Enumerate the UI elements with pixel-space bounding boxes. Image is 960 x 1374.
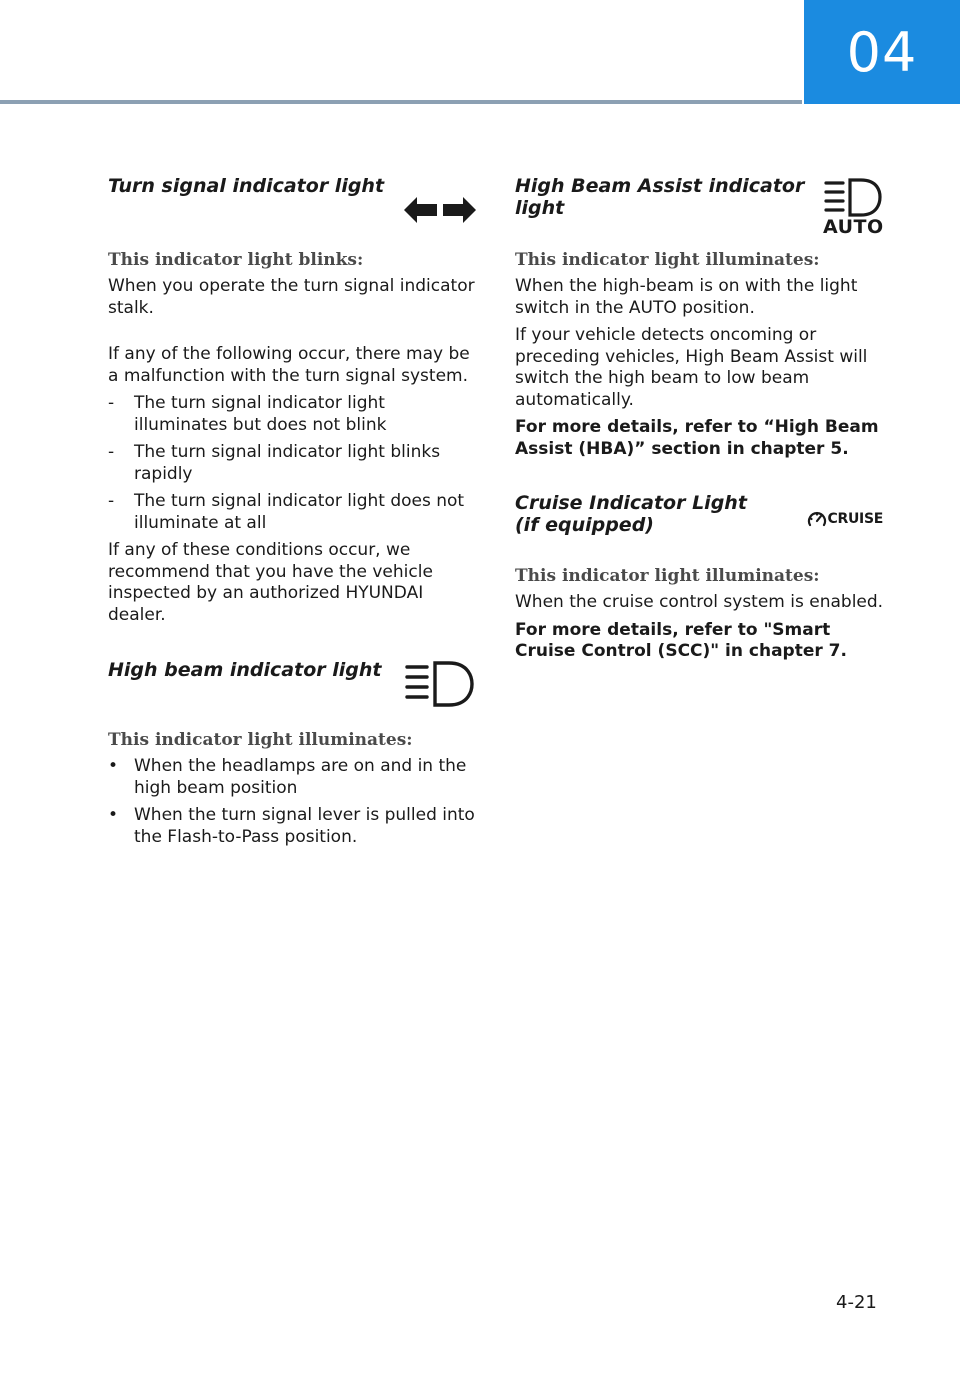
high-beam-title: High beam indicator light bbox=[108, 659, 382, 681]
cruise-section bbox=[515, 490, 885, 663]
cruise-icon-group bbox=[807, 510, 883, 528]
cruise-title: Cruise Indicator Light (if equipped) bbox=[515, 492, 747, 536]
right-column bbox=[515, 172, 885, 669]
hba-p1: When the high-beam is on with the light switch in the AUTO position. bbox=[515, 276, 858, 318]
list-item: - The turn signal indicator light blinks rapidly bbox=[108, 442, 441, 484]
turn-signal-title: Turn signal indicator light bbox=[108, 175, 385, 197]
auto-label: AUTO bbox=[823, 216, 884, 238]
high-beam-lead: This indicator light illuminates: bbox=[108, 730, 413, 750]
hba-p2: If your vehicle detects oncoming or preceding vehicles, High Beam Assist will switch the high beam to low beam automatically. bbox=[515, 325, 868, 410]
dash-marker: - bbox=[108, 393, 115, 413]
list-item: - The turn signal indicator light illuminates but does not blink bbox=[108, 393, 387, 435]
high-beam-section bbox=[108, 656, 478, 848]
cruise-heading bbox=[515, 490, 885, 552]
cruise-lead: This indicator light illuminates: bbox=[515, 566, 820, 586]
cruise-p1: When the cruise control system is enabled. bbox=[515, 592, 884, 612]
list-item: - The turn signal indicator light does not illuminate at all bbox=[108, 491, 465, 533]
hba-heading bbox=[515, 172, 885, 244]
turn-signal-p1: When you operate the turn signal indicator stalk. bbox=[108, 276, 475, 318]
bullet-marker: • bbox=[108, 805, 119, 825]
chapter-tab bbox=[804, 0, 960, 104]
list-item: • When the headlamps are on and in the high beam position bbox=[108, 756, 467, 798]
high-beam-icon bbox=[405, 660, 475, 708]
cruise-label: CRUISE bbox=[827, 511, 883, 527]
hba-lead: This indicator light illuminates: bbox=[515, 250, 820, 270]
high-beam-list bbox=[108, 756, 478, 848]
dash-marker: - bbox=[108, 491, 115, 511]
turn-signal-list bbox=[108, 393, 478, 534]
high-beam-heading bbox=[108, 656, 478, 716]
turn-signal-heading bbox=[108, 172, 478, 232]
header-rule bbox=[0, 100, 802, 104]
hba-icon-group bbox=[823, 178, 883, 236]
turn-signal-p3: If any of these conditions occur, we recommend that you have the vehicle inspected by an authorized HYUNDAI dealer. bbox=[108, 540, 433, 625]
cruise-speedometer-icon bbox=[807, 510, 827, 528]
turn-signal-lead: This indicator light blinks: bbox=[108, 250, 364, 270]
high-beam-assist-auto-icon bbox=[823, 178, 883, 218]
turn-signal-arrows-icon bbox=[404, 196, 476, 224]
turn-signal-section bbox=[108, 172, 478, 626]
turn-signal-p2: If any of the following occur, there may be a malfunction with the turn signal system. bbox=[108, 344, 470, 386]
left-column bbox=[108, 172, 478, 854]
list-item: • When the turn signal lever is pulled into the Flash-to-Pass position. bbox=[108, 805, 475, 847]
dash-marker: - bbox=[108, 442, 115, 462]
bullet-marker: • bbox=[108, 756, 119, 776]
hba-title: High Beam Assist indicator light bbox=[515, 175, 805, 219]
hba-p3: For more details, refer to “High Beam Assist (HBA)” section in chapter 5. bbox=[515, 417, 879, 459]
page-number: 4-21 bbox=[836, 1292, 877, 1313]
chapter-number: 04 bbox=[846, 20, 918, 84]
cruise-p2: For more details, refer to "Smart Cruise Control (SCC)" in chapter 7. bbox=[515, 619, 847, 661]
hba-section bbox=[515, 172, 885, 460]
